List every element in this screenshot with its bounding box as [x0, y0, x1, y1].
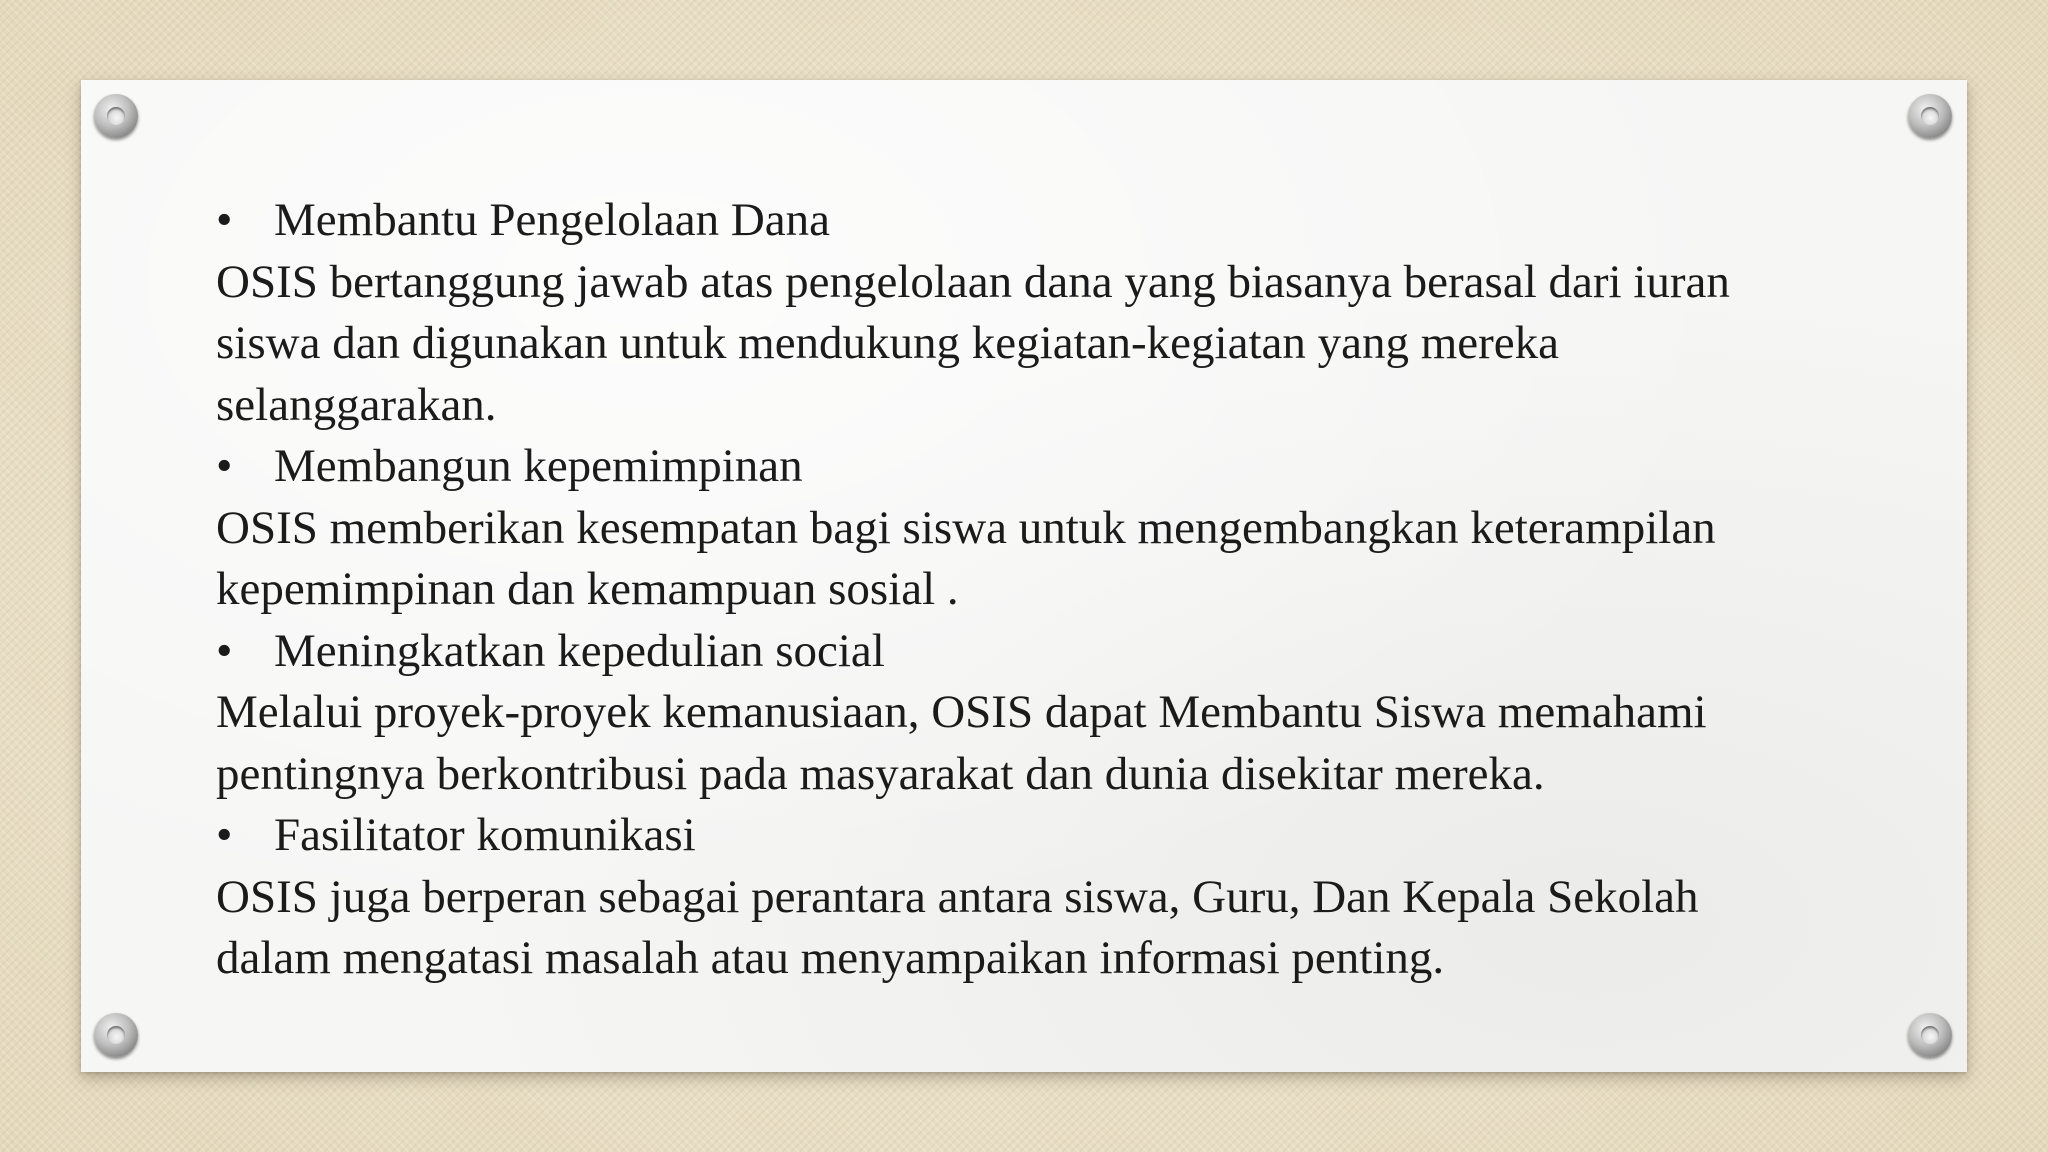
body-line: Melalui proyek-proyek kemanusiaan, OSIS dapat Membantu Siswa memahami — [216, 686, 1707, 738]
bullet-icon: • — [216, 194, 233, 246]
bullet-heading — [216, 190, 1866, 252]
bullet-heading-text: Meningkatkan kepedulian social — [274, 624, 885, 677]
section-dana — [216, 190, 1866, 436]
body-line: OSIS juga berperan sebagai perantara antara siswa, Guru, Dan Kepala Sekolah — [216, 870, 1699, 923]
body-line: pentingnya berkontribusi pada masyarakat dan dunia disekitar mereka. — [216, 747, 1545, 800]
body-line: OSIS memberikan kesempatan bagi siswa untuk mengembangkan keterampilan — [216, 501, 1716, 554]
bullet-heading-text: Membantu Pengelolaan Dana — [274, 194, 830, 246]
bullet-icon: • — [216, 440, 233, 492]
grommet-icon — [94, 1013, 138, 1057]
bullet-icon: • — [216, 809, 233, 861]
slide-content — [216, 190, 1866, 990]
grommet-icon — [1908, 94, 1952, 138]
body-line: OSIS bertanggung jawab atas pengelolaan dana yang biasanya berasal dari iuran — [216, 255, 1730, 308]
bullet-icon: • — [216, 624, 233, 677]
bullet-heading-text: Fasilitator komunikasi — [274, 809, 696, 861]
body-line: dalam mengatasi masalah atau menyampaikan informasi penting. — [216, 932, 1445, 984]
section-kepemimpinan — [216, 436, 1866, 621]
bullet-heading — [216, 621, 1866, 683]
bullet-heading — [216, 805, 1866, 867]
grommet-icon — [1908, 1013, 1952, 1057]
body-line: kepemimpinan dan kemampuan sosial . — [216, 563, 959, 615]
grommet-icon — [94, 94, 138, 138]
bullet-heading-text: Membangun kepemimpinan — [274, 440, 803, 492]
bullet-heading — [216, 436, 1866, 498]
body-line: selanggarakan. — [216, 378, 497, 431]
body-line: siswa dan digunakan untuk mendukung kegiatan-kegiatan yang mereka — [216, 317, 1560, 369]
section-kepedulian — [216, 621, 1866, 806]
section-komunikasi — [216, 805, 1866, 990]
